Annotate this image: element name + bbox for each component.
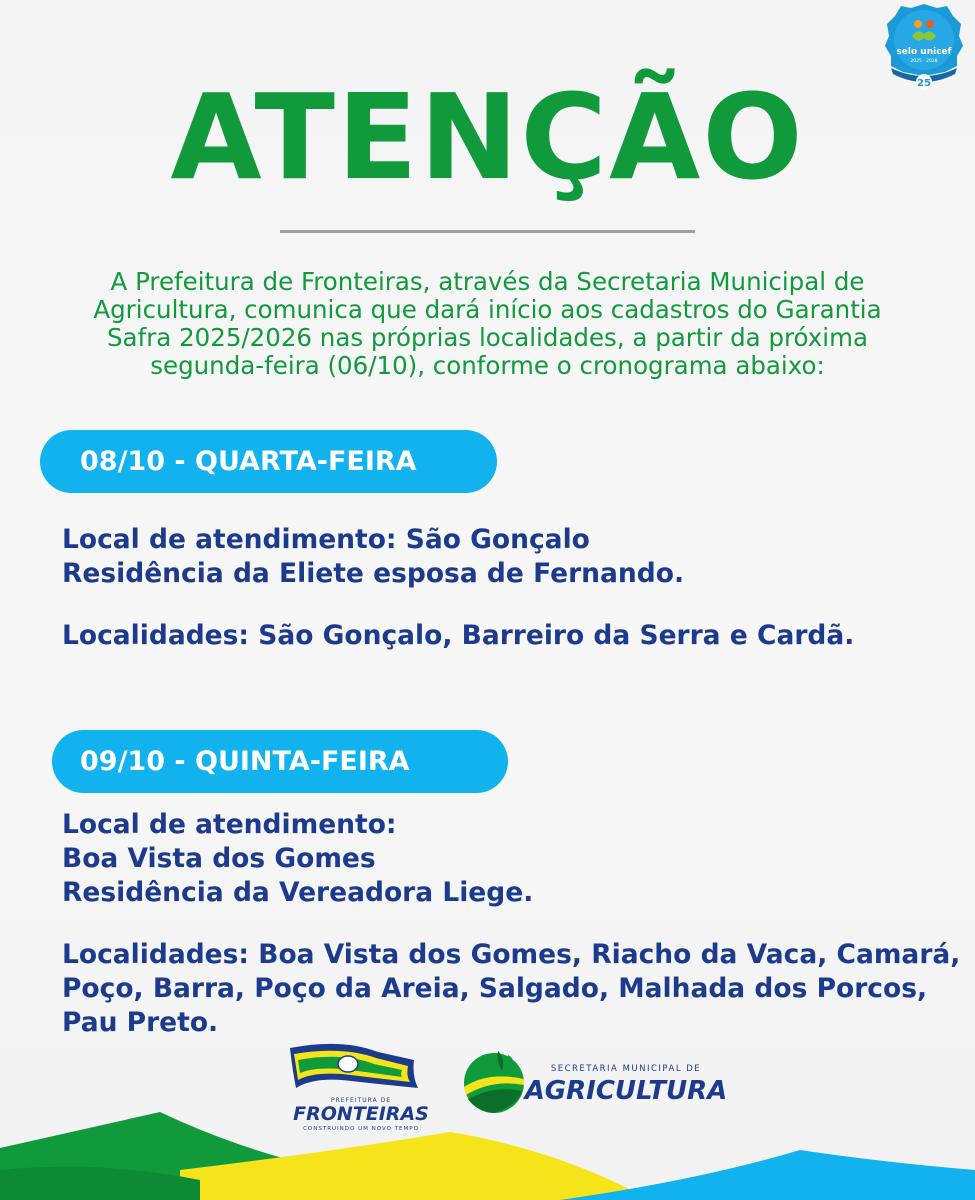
- intro-line: segunda-feira (06/10), conforme o cronograma abaixo:: [150, 351, 825, 380]
- schedule-block-thursday: [62, 808, 960, 1040]
- coat-of-arms-icon: [338, 1056, 358, 1072]
- bottom-waves-decoration: [0, 1110, 975, 1200]
- agricultura-name: AGRICULTURA: [524, 1076, 728, 1106]
- location-line: Local de atendimento: São Gonçalo: [62, 524, 590, 555]
- divider: [280, 230, 695, 233]
- intro-line: A Prefeitura de Fronteiras, através da Secretaria Municipal de: [110, 267, 865, 296]
- seal-years: 2025 · 2028: [910, 59, 938, 64]
- location-line: Local de atendimento:: [62, 809, 397, 840]
- location-line: Residência da Eliete esposa de Fernando.: [62, 558, 685, 589]
- location-line: Boa Vista dos Gomes: [62, 843, 376, 874]
- intro-line: Agricultura, comunica que dará início aos cadastros do Garantia: [93, 295, 882, 324]
- headline: ATENÇÃO: [170, 68, 805, 206]
- localities-line: Pau Preto.: [62, 1007, 219, 1038]
- agricultura-prefix: SECRETARIA MUNICIPAL DE: [550, 1064, 702, 1074]
- agricultura-logo: [458, 1045, 738, 1115]
- fronteiras-tagline: CONSTRUINDO UM NOVO TEMPO: [303, 1126, 419, 1132]
- fronteiras-prefix: PREFEITURA DE: [331, 1097, 391, 1104]
- location-line: Residência da Vereadora Liege.: [62, 877, 534, 908]
- schedule-block-wednesday: [62, 523, 854, 653]
- day-pill-wednesday: 08/10 - QUARTA-FEIRA: [40, 430, 497, 493]
- fronteiras-name: FRONTEIRAS: [293, 1103, 429, 1125]
- child-figure-icon: [914, 20, 922, 28]
- localities-line: Poço, Barra, Poço da Areia, Salgado, Malhada dos Porcos,: [62, 973, 928, 1004]
- seal-number: 25: [917, 78, 931, 89]
- localities-line: Localidades: São Gonçalo, Barreiro da Serra e Cardã.: [62, 620, 855, 651]
- localities-line: Localidades: Boa Vista dos Gomes, Riacho da Vaca, Camará,: [62, 939, 961, 970]
- intro-line: Safra 2025/2026 nas próprias localidades, a partir da próxima: [107, 323, 868, 352]
- intro-paragraph: [60, 268, 915, 380]
- day-pill-thursday: 09/10 - QUINTA-FEIRA: [52, 730, 508, 793]
- seal-label: selo unicef: [896, 47, 952, 57]
